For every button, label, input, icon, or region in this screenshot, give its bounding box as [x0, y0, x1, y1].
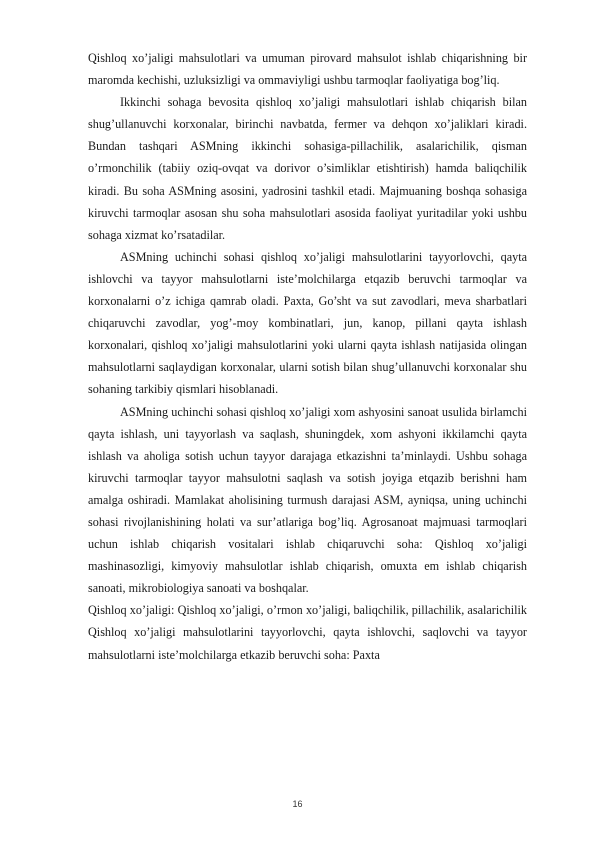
paragraph-2: Ikkinchi sohaga bevosita qishloq xo’jaligi mahsulotlari ishlab chiqarish bilan shug’ullanuvchi korxonalar, birinchi navbatda, fermer va dehqon xo’jaliklari kiradi. Bundan tashqari ASMning ikkinchi sohasiga-pillachilik, asalarichilik, qisman o’rmonchilik (tabiiy oziq-ovqat va dorivor o’simliklar etishtirish) hamda baliqchilik kiradi. Bu soha ASMning asosini, yadrosini tashkil etadi. Majmuaning boshqa sohasiga kiruvchi tarmoqlar asosan shu soha mahsulotlari asosida faoliyat yuritadilar yoki ushbu sohaga xizmat ko’rsatadilar. — [88, 95, 527, 242]
paragraph-5: Qishloq xo’jaligi: Qishloq xo’jaligi, o’rmon xo’jaligi, baliqchilik, pillachilik, asalarichilik Qishloq xo’jaligi mahsulotlarini tayyorlovchi, qayta ishlovchi, saqlovchi va tayyor mahsulotlarni iste’molchilarga etkazib beruvchi soha: Paxta — [88, 603, 527, 662]
paragraph-3: ASMning uchinchi sohasi qishloq xo’jaligi mahsulotlarini tayyorlovchi, qayta ishlovchi va tayyor mahsulotlarni iste’molchilarga etqazib beruvchi tarmoqlar va korxonalarni o’z ichiga qamrab oladi. Paxta, Go’sht va sut zavodlari, meva sharbatlari chiqaruvchi zavodlar, yog’-moy kombinatlari, jun, kanop, pillani qayta ishlash korxonalari, qishloq xo’jaligi mahsulotlarini yoki ularni qayta ishlash natijasida olingan mahsulotlarni saqlaydigan korxonalar, ularni sotish bilan shug’ullanuvchi korxonalar shu sohaning tarkibiy qismlari hisoblanadi. — [88, 249, 527, 397]
document-body — [88, 47, 527, 666]
paragraph-4: ASMning uchinchi sohasi qishloq xo’jaligi xom ashyosini sanoat usulida birlamchi qayta ishlash, uni tayyorlash va saqlash, shuningdek, xom ashyoni ikkilamchi qayta ishlash va aholiga sotish uchun tayyor darajaga etkazishni ta’minlaydi. Ushbu sohaga kiruvchi tarmoqlar tayyor mahsulotni saqlash va sotish joyiga etqazib berishni ham amalga oshiradi. Mamlakat aholisining turmush darajasi ASM, ayniqsa, uning uchinchi sohasi rivojlanishining holati va sur’atlariga bog’liq. Agrosanoat majmuasi tarmoqlari uchun ishlab chiqarish vositalari ishlab chiqaruvchi soha: Qishloq xo’jaligi mashinasozligi, kimyoviy mahsulotlar ishlab chiqarish, omuxta em ishlab chiqarish sanoati, mikrobiologiya sanoati va boshqalar. — [88, 404, 527, 596]
paragraph-1: Qishloq xo’jaligi mahsulotlari va umuman pirovard mahsulot ishlab chiqarishning bir maromda kechishi, uzluksizligi va ommaviyligi ushbu tarmoqlar faoliyatiga bog’liq. — [88, 51, 527, 88]
page-number: 16 — [292, 799, 303, 809]
